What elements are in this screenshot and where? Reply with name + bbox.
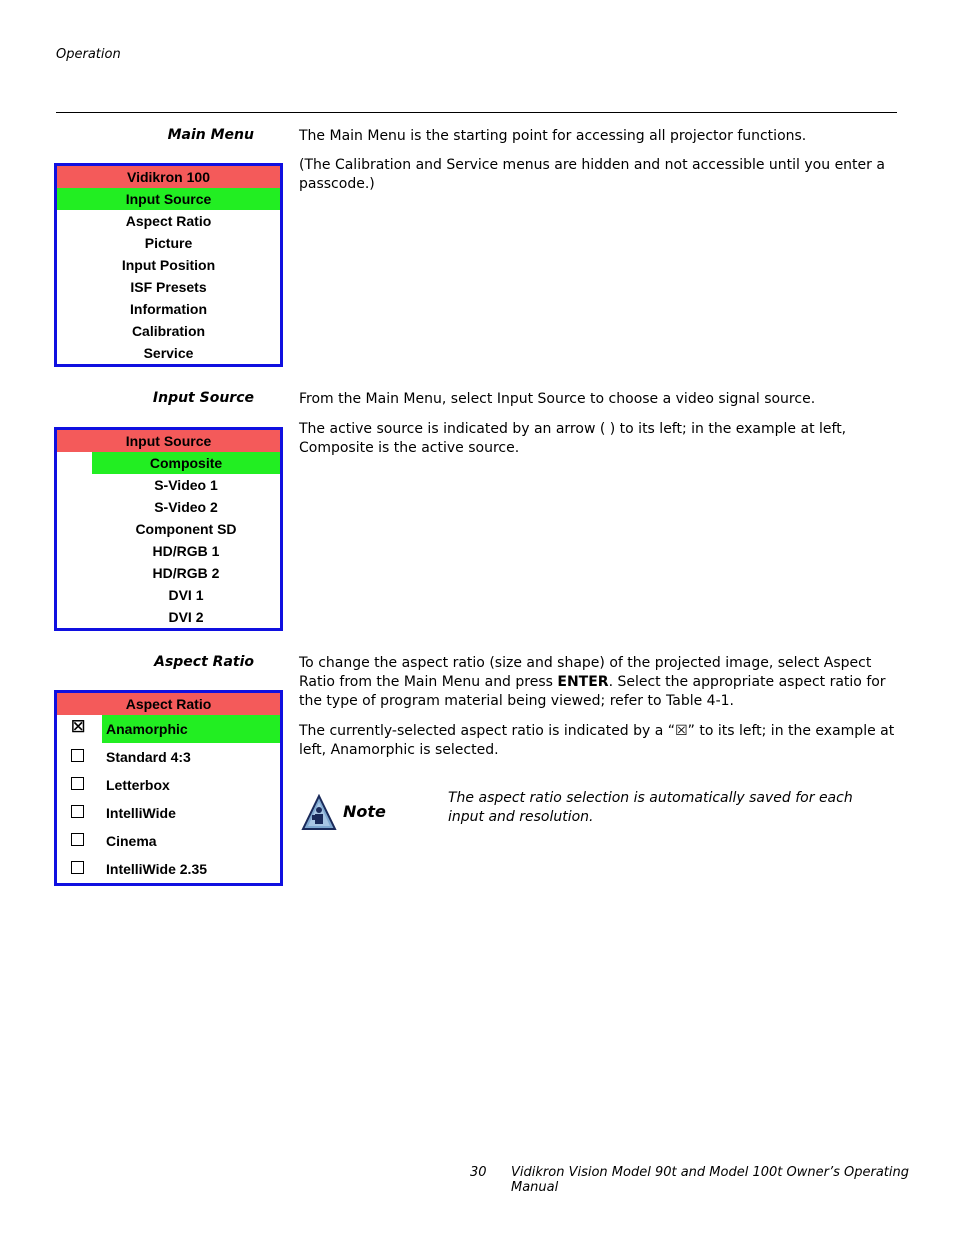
main-menu-item-isf-presets: ISF Presets	[130, 279, 207, 295]
unchecked-box-icon	[71, 833, 84, 846]
input-source-osd	[54, 427, 283, 631]
aspect-ratio-label: IntelliWide	[106, 805, 176, 821]
aspect-ratio-para2-text-end: ” to its left; in the example at left, Anamorphic is selected.	[299, 723, 895, 758]
main-menu-description	[299, 127, 897, 194]
aspect-ratio-label: Cinema	[106, 833, 157, 849]
input-source-item-svideo-1: S-Video 1	[154, 477, 218, 493]
main-menu-title: Vidikron 100	[57, 166, 280, 188]
aspect-ratio-paragraph-1	[299, 654, 897, 711]
aspect-ratio-description	[299, 654, 897, 760]
note-label: Note	[343, 802, 386, 821]
aspect-ratio-item-letterbox	[57, 771, 280, 799]
main-menu-item-picture: Picture	[144, 235, 193, 251]
note-text: The aspect ratio selection is automatically saved for each input and resolution.	[448, 790, 853, 825]
aspect-ratio-label: Letterbox	[106, 777, 170, 793]
unchecked-box-icon	[71, 861, 84, 874]
aspect-ratio-item-anamorphic	[57, 715, 280, 743]
input-source-description	[299, 390, 897, 458]
main-menu-item-information: Information	[130, 301, 207, 317]
header-rule	[56, 112, 897, 113]
input-source-item-component-sd: Component SD	[135, 521, 237, 537]
aspect-ratio-title: Aspect Ratio	[57, 693, 280, 715]
input-source-heading: Input Source	[152, 390, 254, 406]
aspect-ratio-heading: Aspect Ratio	[154, 654, 254, 670]
main-menu-heading: Main Menu	[167, 127, 254, 143]
checked-box-icon: ☒	[71, 719, 86, 736]
input-source-item-svideo-2: S-Video 2	[154, 499, 218, 515]
aspect-ratio-item-standard	[57, 743, 280, 771]
aspect-ratio-item-intelliwide	[57, 799, 280, 827]
input-source-item-hdrgb-1: HD/RGB 1	[152, 543, 220, 559]
main-menu-item-calibration: Calibration	[131, 323, 206, 339]
aspect-ratio-paragraph-2	[299, 722, 897, 760]
note-warning-icon	[301, 794, 337, 832]
aspect-ratio-item-intelliwide-235	[57, 855, 280, 883]
checkbox-symbol-icon: ☒	[675, 723, 688, 739]
main-menu-item-input-position: Input Position	[121, 257, 216, 273]
page-number: 30	[470, 1165, 487, 1180]
aspect-ratio-osd	[54, 690, 283, 886]
input-source-item-hdrgb-2: HD/RGB 2	[152, 565, 220, 581]
manual-title: Vidikron Vision Model 90t and Model 100t Owner’s Operating Manual	[511, 1165, 909, 1195]
section-header: Operation	[56, 47, 121, 62]
aspect-ratio-para2-text: The currently-selected aspect ratio is indicated by a “	[299, 723, 676, 739]
main-menu-item-service: Service	[143, 345, 194, 361]
aspect-ratio-para1-text: To change the aspect ratio (size and shape) of the projected image, select Aspect Ratio from the Main Menu and press	[299, 655, 872, 690]
main-menu-item-aspect-ratio: Aspect Ratio	[125, 213, 212, 229]
aspect-ratio-label: IntelliWide 2.35	[106, 861, 208, 877]
unchecked-box-icon	[71, 777, 84, 790]
aspect-ratio-item-cinema	[57, 827, 280, 855]
enter-key-label: ENTER	[557, 674, 609, 690]
input-source-title: Input Source	[57, 430, 280, 452]
input-source-paragraph-2: The active source is indicated by an arrow ( ) to its left; in the example at left, Composite is the active source.	[299, 421, 847, 456]
input-source-paragraph-1: From the Main Menu, select Input Source to choose a video signal source.	[299, 391, 816, 407]
unchecked-box-icon	[71, 805, 84, 818]
aspect-ratio-para1-text-end: . Select the appropriate aspect ratio for the type of program material being viewed; refer to Table 4-1.	[299, 674, 886, 709]
aspect-ratio-label: Standard 4:3	[106, 749, 191, 765]
input-source-item-composite: Composite	[92, 452, 280, 474]
input-source-item-dvi-1: DVI 1	[168, 587, 204, 603]
input-source-item-dvi-2: DVI 2	[168, 609, 204, 625]
main-menu-paragraph-2: (The Calibration and Service menus are hidden and not accessible until you enter a passcode.)	[299, 157, 885, 192]
aspect-ratio-label: Anamorphic	[102, 715, 280, 743]
main-menu-item-input-source: Input Source	[57, 188, 280, 210]
main-menu-osd	[54, 163, 283, 367]
unchecked-box-icon	[71, 749, 84, 762]
main-menu-paragraph-1: The Main Menu is the starting point for accessing all projector functions.	[299, 128, 807, 144]
